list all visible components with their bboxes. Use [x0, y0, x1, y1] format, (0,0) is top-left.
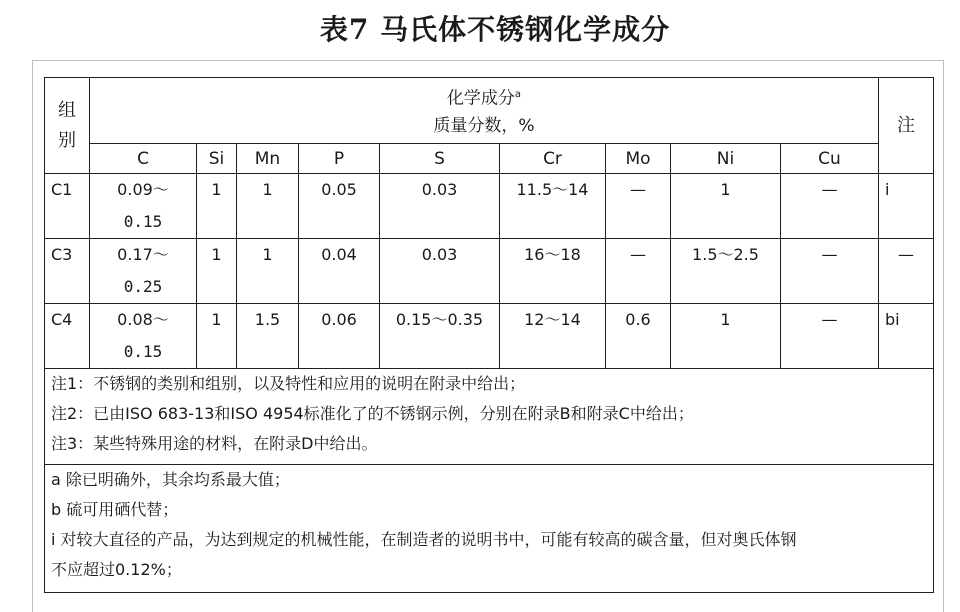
mass-fraction-label: 质量分数，%: [433, 116, 535, 137]
footnote-i: i 对较大直径的产品，为达到规定的机械性能，在制造者的说明书中，可能有较高的碳含量，但对奥氏体钢: [51, 530, 797, 549]
group-cell: C4: [45, 304, 90, 369]
header-row-top: [45, 78, 934, 144]
column-header-c: C: [90, 144, 197, 174]
table-row: [45, 239, 934, 304]
column-header-mo: Mo: [606, 144, 671, 174]
cr-cell: 11.5～14: [500, 174, 606, 239]
carbon-cell: [90, 304, 197, 369]
footnote-i-continued: 不应超过0.12%；: [51, 560, 182, 579]
cr-cell: 12～14: [500, 304, 606, 369]
cu-cell: —: [781, 174, 879, 239]
row-note-cell: bi: [879, 304, 934, 369]
group-cell: C3: [45, 239, 90, 304]
ni-cell: 1.5～2.5: [671, 239, 781, 304]
mn-cell: 1: [237, 239, 299, 304]
mo-cell: —: [606, 174, 671, 239]
group-cell: C1: [45, 174, 90, 239]
composition-header-cell: [90, 78, 879, 144]
frame-top-line: [32, 60, 944, 61]
ni-cell: 1: [671, 174, 781, 239]
note-header-cell: [879, 78, 934, 174]
frame-left-line: [32, 60, 33, 612]
carbon-cell: [90, 239, 197, 304]
column-header-cr: Cr: [500, 144, 606, 174]
p-cell: 0.05: [299, 174, 380, 239]
p-cell: 0.04: [299, 239, 380, 304]
si-cell: 1: [197, 174, 237, 239]
notes-row: [45, 369, 934, 465]
note-1: 注1：不锈钢的类别和组别，以及特性和应用的说明在附录中给出；: [51, 374, 526, 393]
carbon-cell: [90, 174, 197, 239]
table-title: 表7 马氏体不锈钢化学成分: [319, 13, 671, 46]
cu-cell: —: [781, 304, 879, 369]
column-header-si: Si: [197, 144, 237, 174]
s-cell: 0.03: [380, 174, 500, 239]
note-2: 注2：已由ISO 683-13和ISO 4954标准化了的不锈钢示例，分别在附录B和附录C中给出；: [51, 404, 694, 423]
note-3: 注3：某些特殊用途的材料，在附录D中给出。: [51, 434, 378, 453]
cr-cell: 16～18: [500, 239, 606, 304]
table-row: [45, 174, 934, 239]
si-cell: 1: [197, 239, 237, 304]
footnote-b: b 硫可用硒代替；: [51, 500, 179, 519]
ni-cell: 1: [671, 304, 781, 369]
carbon-max: 0.25: [123, 277, 163, 296]
mo-cell: —: [606, 239, 671, 304]
column-header-s: S: [380, 144, 500, 174]
row-note-cell: —: [879, 239, 934, 304]
s-cell: 0.15～0.35: [380, 304, 500, 369]
column-header-ni: Ni: [671, 144, 781, 174]
cu-cell: —: [781, 239, 879, 304]
row-note-cell: i: [879, 174, 934, 239]
group-header: 组别: [58, 99, 76, 151]
column-header-cu: Cu: [781, 144, 879, 174]
composition-header: 化学成分: [446, 88, 515, 109]
frame-right-line: [943, 60, 944, 612]
composition-footnote-mark: a: [514, 88, 522, 100]
header-row-columns: [45, 144, 934, 174]
composition-table: [44, 77, 934, 593]
mo-cell: 0.6: [606, 304, 671, 369]
footnotes-cell: [45, 465, 934, 593]
s-cell: 0.03: [380, 239, 500, 304]
footnotes-row: [45, 465, 934, 593]
notes-cell: [45, 369, 934, 465]
carbon-min: 0.09～: [117, 180, 169, 199]
column-header-mn: Mn: [237, 144, 299, 174]
column-header-p: P: [299, 144, 380, 174]
mn-cell: 1.5: [237, 304, 299, 369]
carbon-max: 0.15: [123, 212, 163, 231]
group-header-cell: [45, 78, 90, 174]
carbon-max: 0.15: [123, 342, 163, 361]
mn-cell: 1: [237, 174, 299, 239]
si-cell: 1: [197, 304, 237, 369]
footnote-a: a 除已明确外，其余均系最大值；: [51, 470, 290, 489]
table-row: [45, 304, 934, 369]
carbon-min: 0.17～: [117, 245, 169, 264]
note-header: 注: [897, 114, 915, 136]
carbon-min: 0.08～: [117, 310, 169, 329]
p-cell: 0.06: [299, 304, 380, 369]
